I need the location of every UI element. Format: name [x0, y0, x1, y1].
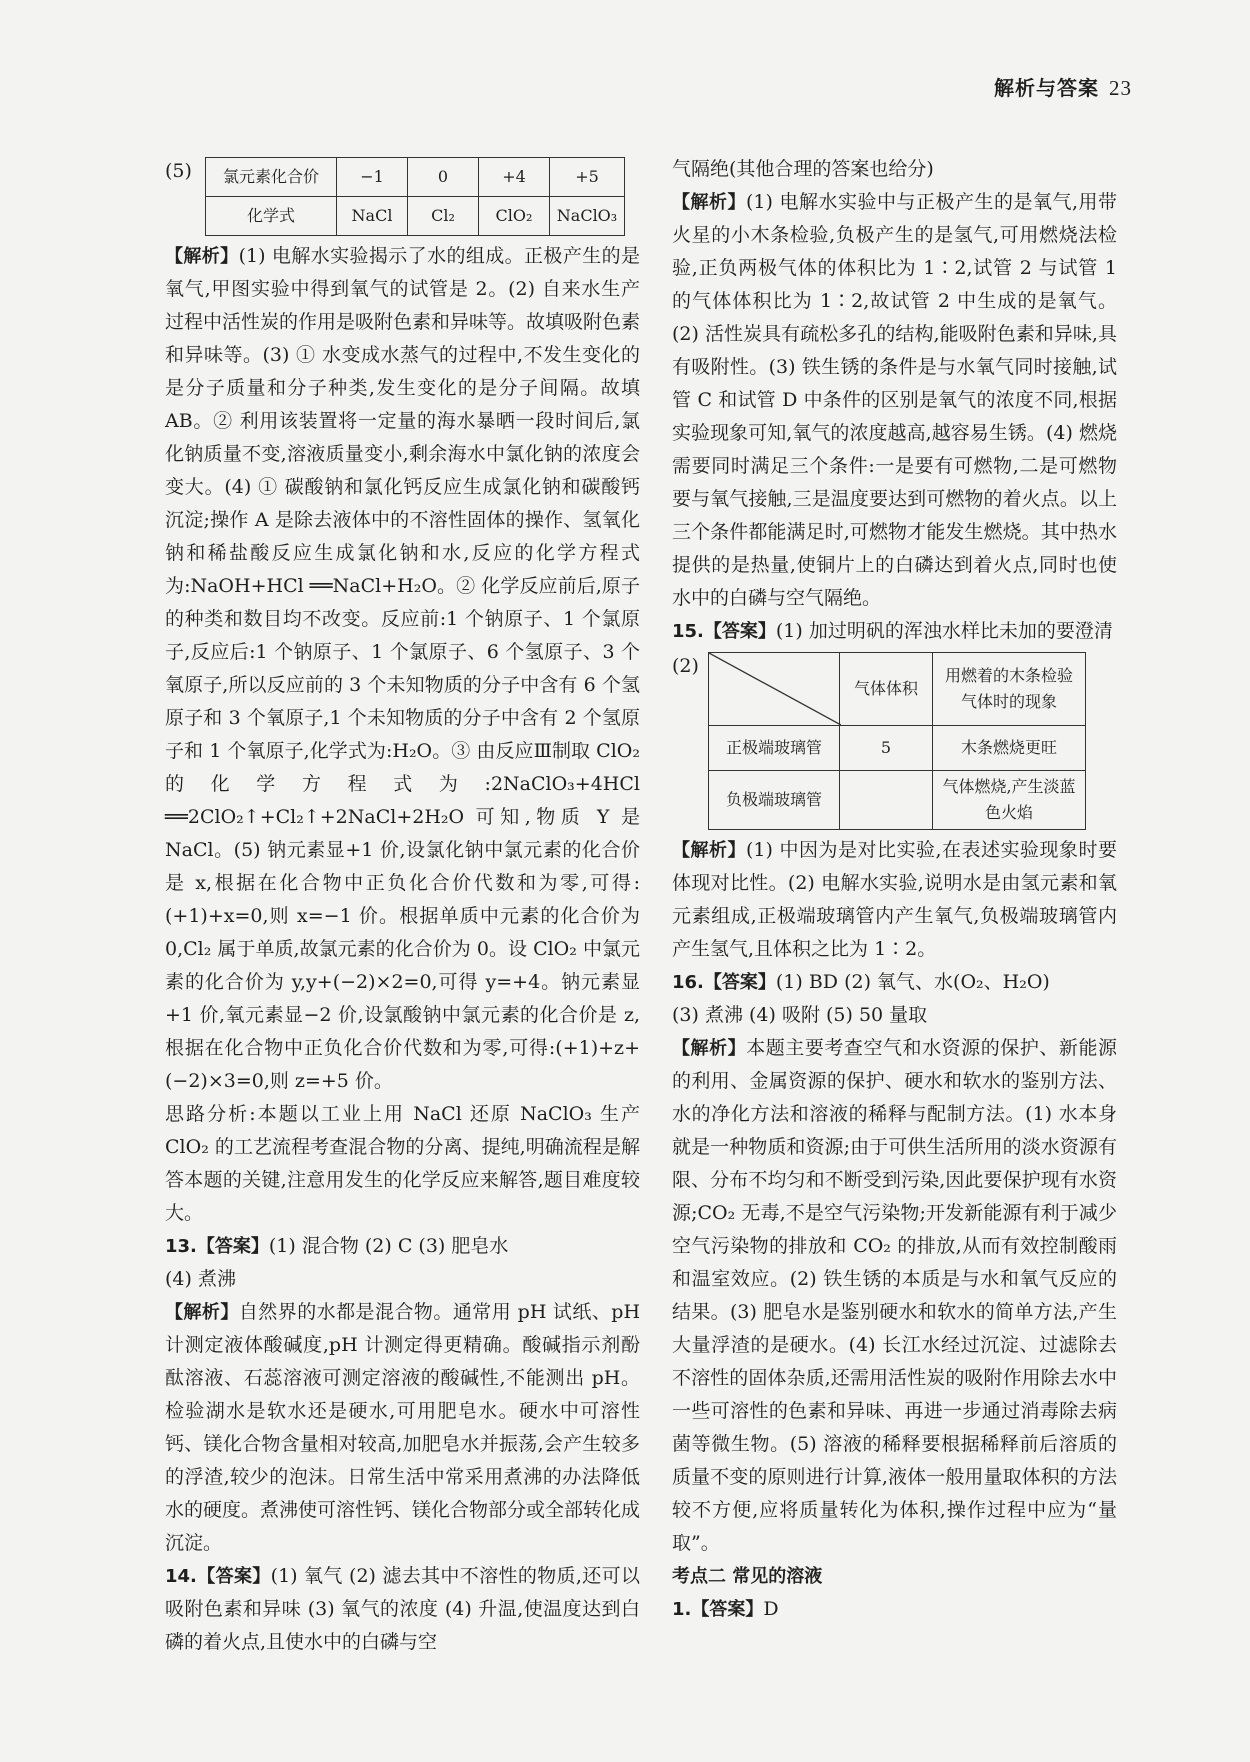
table-cell: 木条燃烧更旺 [933, 726, 1086, 771]
left-column [165, 157, 640, 1659]
answer-15 [672, 615, 1117, 648]
table-row [206, 197, 625, 236]
answer-text: (1) 氧气 (2) 滤去其中不溶性的物质,还可以吸附色素和异味 (3) 氧气的浓度 (4) 升温,使温度达到白磷的着火点,且使水中的白磷与空 [165, 1565, 640, 1653]
analysis-15 [672, 834, 1117, 966]
question-number: 15. [672, 621, 704, 642]
analysis-text: (1) 电解水实验揭示了水的组成。正极产生的是氧气,甲图实验中得到氧气的试管是 2。(2) 自来水生产过程中活性炭的作用是吸附色素和异味等。故填吸附色素和异味等。(3) ① 水变成水蒸气的过程中,不发生变化的是分子质量和分子种类,发生变化的是分子间隔。故填 AB。② 利用该装置将一定量的海水暴晒一段时间后,氯化钠质量不变,溶液质量变小,剩余海水中氯化钠的浓度会变大。(4) ① 碳酸钠和氯化钙反应生成氯化钠和碳酸钙沉淀;操作 A 是除去液体中的不溶性固体的操作、氢氧化钠和稀盐酸反应生成氯化钠和水,反应的化学方程式为:NaOH+HCl ══NaCl+H₂O。② 化学反应前后,原子的种类和数目均不改变。反应前:1 个钠原子、1 个氯原子,反应后:1 个钠原子、1 个氯原子、6 个氢原子、3 个氧原子,所以反应前的 3 个未知物质的分子中含有 6 个氢原子和 3 个氧原子,1 个未知物质的分子中含有 2 个氢原子和 1 个氧原子,化学式为:H₂O。③ 由反应Ⅲ制取 ClO₂ 的化学方程式为:2NaClO₃+4HCl ══2ClO₂↑+Cl₂↑+2NaCl+2H₂O 可知,物质 Y 是 NaCl。(5) 钠元素显+1 价,设氯化钠中氯元素的化合价是 x,根据在化合物中正负化合价代数和为零,可得:(+1)+x=0,则 x=−1 价。根据单质中元素的化合价为 0,Cl₂ 属于单质,故氯元素的化合价为 0。设 ClO₂ 中氯元素的化合价为 y,y+(−2)×2=0,可得 y=+4。钠元素显+1 价,氧元素显−2 价,设氯酸钠中氯元素的化合价是 z,根据在化合物中正负化合价代数和为零,可得:(+1)+z+(−2)×3=0,则 z=+5 价。 [165, 245, 641, 1092]
table-cell: 正极端玻璃管 [709, 726, 840, 771]
table-cell [840, 771, 933, 830]
table-row [206, 158, 625, 197]
answer-tag: 【答案】 [703, 621, 776, 642]
table-cell: +5 [550, 158, 625, 197]
table-row [709, 726, 1086, 771]
answer-text: D [763, 1598, 779, 1620]
valence-table-label: (5) [165, 160, 192, 182]
answer-16-cont [672, 999, 1117, 1032]
electrolysis-table [708, 652, 1086, 830]
continued-text-span: 气隔绝(其他合理的答案也给分) [672, 158, 934, 180]
table-cell: ClO₂ [479, 197, 550, 236]
analysis-16 [672, 1032, 1117, 1560]
page-header [994, 72, 1132, 101]
answer-text: (4) 煮沸 [165, 1268, 236, 1290]
answer-text: (1) BD (2) 氧气、水(O₂、H₂O) [775, 971, 1050, 993]
analysis-14 [672, 186, 1117, 615]
question-number: 13. [165, 1236, 197, 1257]
analysis-tag: 【解析】 [672, 192, 746, 213]
table-row [709, 653, 1086, 726]
question-number: 16. [672, 972, 704, 993]
electrolysis-table-block [672, 652, 1117, 830]
valence-table [205, 157, 625, 236]
table-cell: 化学式 [206, 197, 337, 236]
answer-tag: 【答案】 [691, 1599, 764, 1620]
analysis-paragraph [165, 240, 640, 1098]
analysis-tag: 【解析】 [165, 246, 239, 267]
answer-tag: 【答案】 [703, 972, 776, 993]
table-cell: NaClO₃ [550, 197, 625, 236]
analysis-text: (1) 电解水实验中与正极产生的是氧气,用带火星的小木条检验,负极产生的是氢气,可用燃烧法检验,正负两极气体的体积比为 1∶2,试管 2 与试管 1 的气体体积比为 1∶2,故试管 2 中生成的是氧气。(2) 活性炭具有疏松多孔的结构,能吸附色素和异味,具有吸附性。(3) 铁生锈的条件是与水氧气同时接触,试管 C 和试管 D 中条件的区别是氧气的浓度不同,根据实验现象可知,氧气的浓度越高,越容易生锈。(4) 燃烧需要同时满足三个条件:一是要有可燃物,二是可燃物要与氧气接触,三是温度要达到可燃物的着火点。以上三个条件都能满足时,可燃物才能发生燃烧。其中热水提供的是热量,使铜片上的白磷达到着火点,同时也使水中的白磷与空气隔绝。 [672, 191, 1117, 609]
table-cell: 气体燃烧,产生淡蓝色火焰 [933, 771, 1086, 830]
valence-table-block [165, 157, 640, 236]
table-cell: 负极端玻璃管 [709, 771, 840, 830]
answer-text: (1) 加过明矾的浑浊水样比未加的要澄清 [775, 620, 1113, 642]
table-cell: −1 [337, 158, 408, 197]
right-column [672, 153, 1117, 1626]
analysis-text: (1) 中因为是对比实验,在表述实验现象时要体现对比性。(2) 电解水实验,说明水是由氢元素和氧元素组成,正极端玻璃管内产生氧气,负极端玻璃管内产生氢气,且体积之比为 1∶2。 [672, 839, 1117, 960]
question-number: 1. [672, 1599, 692, 1620]
table-cell: 5 [840, 726, 933, 771]
answer-1 [672, 1593, 1117, 1626]
table-cell: +4 [479, 158, 550, 197]
analysis-tag: 【解析】 [672, 1038, 747, 1059]
table-row [709, 771, 1086, 830]
section-heading: 考点二 常见的溶液 [672, 1566, 823, 1587]
answer-16 [672, 966, 1117, 999]
answer-text: (3) 煮沸 (4) 吸附 (5) 50 量取 [672, 1004, 928, 1026]
answer-14 [165, 1560, 640, 1659]
thinking-paragraph [165, 1098, 640, 1230]
analysis-tag: 【解析】 [672, 840, 746, 861]
table-cell: 0 [408, 158, 479, 197]
diagonal-line [709, 653, 841, 725]
electrolysis-table-label: (2) [672, 655, 699, 677]
analysis-13 [165, 1296, 640, 1560]
analysis-text: 本题主要考查空气和水资源的保护、新能源的利用、金属资源的保护、硬水和软水的鉴别方法、水的净化方法和溶液的稀释与配制方法。(1) 水本身就是一种物质和资源;由于可供生活所用的淡水资源有限、分布不均匀和不断受到污染,因此要保护现有水资源;CO₂ 无毒,不是空气污染物;开发新能源有利于减少空气污染物的排放和 CO₂ 的排放,从而有效控制酸雨和温室效应。(2) 铁生锈的本质是与水和氧气反应的结果。(3) 肥皂水是鉴别硬水和软水的简单方法,产生大量浮渣的是硬水。(4) 长江水经过沉淀、过滤除去不溶性的固体杂质,还需用活性炭的吸附作用除去水中一些可溶性的色素和异味、再进一步通过消毒除去病菌等微生物。(5) 溶液的稀释要根据稀释前后溶质的质量不变的原则进行计算,液体一般用量取体积的方法较不方便,应将质量转化为体积,操作过程中应为“量取”。 [672, 1037, 1117, 1554]
table-cell: 气体体积 [840, 653, 933, 726]
table-cell: 氯元素化合价 [206, 158, 337, 197]
continued-text [672, 153, 1117, 186]
answer-tag: 【答案】 [196, 1236, 269, 1257]
answer-tag: 【答案】 [196, 1566, 271, 1587]
analysis-text: 自然界的水都是混合物。通常用 pH 试纸、pH 计测定液体酸碱度,pH 计测定得更精确。酸碱指示剂酚酞溶液、石蕊溶液可测定溶液的酸碱性,不能测出 pH。检验湖水是软水还是硬水,可用肥皂水。硬水中可溶性钙、镁化合物含量相对较高,加肥皂水并振荡,会产生较多的浮渣,较少的泡沫。日常生活中常采用煮沸的办法降低水的硬度。煮沸使可溶性钙、镁化合物部分或全部转化成沉淀。 [165, 1301, 641, 1554]
table-cell: 用燃着的木条检验气体时的现象 [933, 653, 1086, 726]
analysis-tag: 【解析】 [165, 1302, 239, 1323]
answer-text: (1) 混合物 (2) C (3) 肥皂水 [268, 1235, 509, 1257]
table-cell-diagonal [709, 653, 840, 726]
answer-13-cont [165, 1263, 640, 1296]
thinking-text: 思路分析:本题以工业上用 NaCl 还原 NaClO₃ 生产 ClO₂ 的工艺流程考查混合物的分离、提纯,明确流程是解答本题的关键,注意用发生的化学反应来解答,题目难度较大。 [165, 1103, 640, 1224]
answer-13 [165, 1230, 640, 1263]
header-title: 解析与答案 [994, 76, 1099, 100]
page-number: 23 [1109, 76, 1132, 100]
question-number: 14. [165, 1566, 197, 1587]
table-cell: Cl₂ [408, 197, 479, 236]
table-cell: NaCl [337, 197, 408, 236]
